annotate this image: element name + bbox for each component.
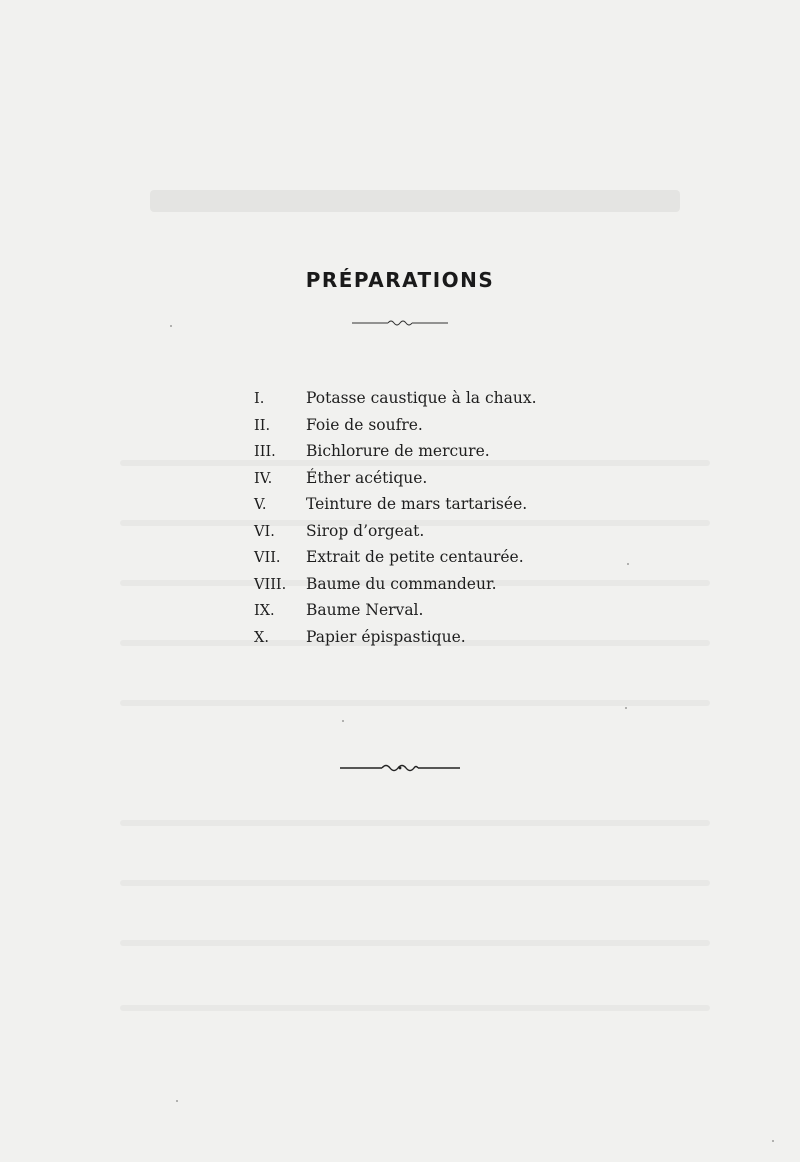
flourish-ornament-icon: [350, 317, 450, 329]
item-label: Papier épispastique.: [306, 627, 466, 646]
item-label: Baume du commandeur.: [306, 574, 497, 593]
dust-speck: [170, 325, 172, 327]
dust-speck: [772, 1140, 774, 1142]
item-numeral: V.: [254, 497, 267, 513]
item-numeral: IX.: [254, 603, 275, 619]
preparations-list: [254, 385, 554, 650]
bleed-through-title: [150, 190, 680, 212]
item-label: Foie de soufre.: [306, 415, 423, 434]
page-title: PRÉPARATIONS: [305, 268, 495, 293]
bleed-through-line: [120, 820, 710, 826]
item-label: Sirop d’orgeat.: [306, 521, 425, 540]
item-numeral: I.: [254, 391, 265, 407]
bleed-through-line: [120, 940, 710, 946]
list-item: [254, 438, 554, 465]
item-label: Potasse caustique à la chaux.: [306, 389, 537, 407]
list-item: [254, 597, 554, 624]
dust-speck: [627, 563, 629, 565]
list-item: [254, 385, 554, 412]
bleed-through-line: [120, 880, 710, 886]
item-numeral: II.: [254, 417, 271, 434]
item-label: Baume Nerval.: [306, 601, 424, 619]
item-numeral: VI.: [254, 523, 275, 540]
item-label: Teinture de mars tartarisée.: [306, 495, 528, 513]
item-numeral: IV.: [254, 470, 273, 487]
list-item: [254, 624, 554, 651]
ornament-divider-bottom: [0, 762, 800, 774]
item-numeral: VII.: [254, 550, 281, 566]
item-label: Extrait de petite centaurée.: [306, 548, 524, 566]
flourish-ornament-icon: [338, 762, 462, 774]
dust-speck: [625, 707, 627, 709]
list-item: [254, 571, 554, 598]
dust-speck: [342, 720, 344, 722]
item-numeral: VIII.: [254, 576, 287, 593]
dust-speck: [176, 1100, 178, 1102]
list-item: [254, 412, 554, 439]
list-item: [254, 518, 554, 545]
list-item: [254, 465, 554, 492]
item-numeral: X.: [254, 629, 269, 646]
list-item: [254, 491, 554, 518]
ornament-divider-top: [0, 317, 800, 329]
item-label: Bichlorure de mercure.: [306, 442, 490, 460]
list-item: [254, 544, 554, 571]
bleed-through-line: [120, 1005, 710, 1011]
bleed-through-line: [120, 700, 710, 706]
item-numeral: III.: [254, 444, 276, 460]
item-label: Éther acétique.: [306, 468, 428, 487]
